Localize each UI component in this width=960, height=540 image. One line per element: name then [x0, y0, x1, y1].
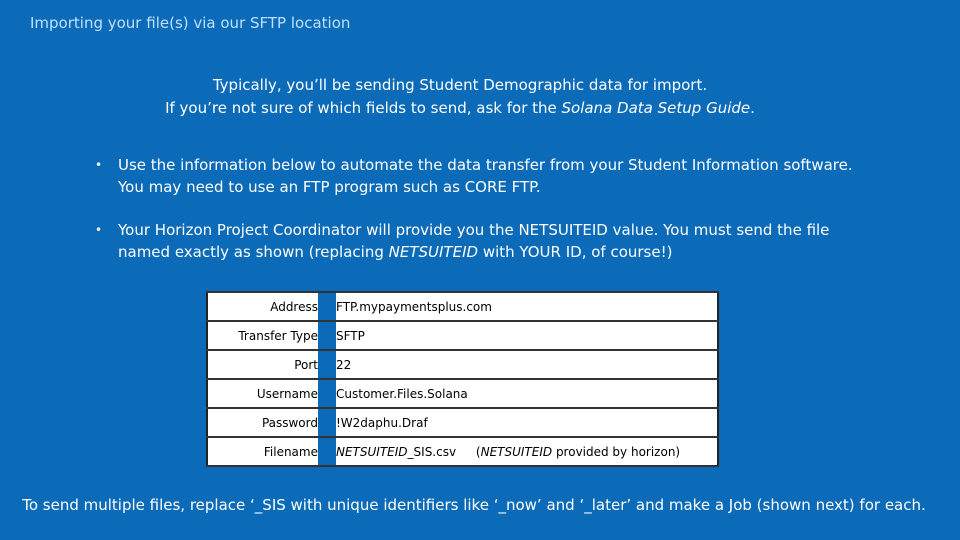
address-label: Address	[207, 292, 318, 321]
footer-instructions: To send multiple files, replace ‘_SIS with unique identifiers like ‘_now’ and ‘_later’ and make a Job (shown next) for each.	[22, 496, 926, 514]
table-row	[207, 437, 718, 466]
note-prefix: (	[475, 444, 481, 459]
filename-suffix: _SIS.csv	[407, 444, 457, 459]
row-separator	[318, 437, 336, 466]
table-row	[207, 379, 718, 408]
bullet-1-line-2: You may need to use an FTP program such as CORE FTP.	[118, 178, 541, 196]
bullet-list	[95, 154, 875, 284]
intro-line-2-prefix: If you’re not sure of which fields to send, ask for the	[165, 99, 562, 117]
filename-id-part: NETSUITEID	[336, 444, 408, 459]
intro-text	[0, 74, 920, 120]
note-id: NETSUITEID	[480, 444, 553, 459]
setup-guide-title: Solana Data Setup Guide	[561, 99, 751, 117]
table-row	[207, 350, 718, 379]
row-separator	[318, 350, 336, 379]
username-label: Username	[207, 379, 318, 408]
filename-note	[476, 445, 680, 459]
table-row	[207, 408, 718, 437]
bullet-item-1	[95, 154, 875, 198]
filename-label: Filename	[207, 437, 318, 466]
row-separator	[318, 292, 336, 321]
bullet-item-2	[95, 219, 875, 263]
bullet-dot: •	[95, 158, 103, 172]
table-row	[207, 292, 718, 321]
row-separator	[318, 408, 336, 437]
bullet-2-line-2	[118, 241, 875, 263]
sftp-settings-table	[206, 291, 719, 467]
netsuiteid-term: NETSUITEID	[388, 243, 479, 261]
note-suffix: provided by horizon)	[552, 444, 681, 459]
row-separator	[318, 321, 336, 350]
bullet-2-prefix: named exactly as shown (replacing	[118, 243, 389, 261]
bullet-dot: •	[95, 223, 103, 237]
filename-value	[336, 437, 718, 466]
port-value: 22	[336, 350, 718, 379]
table-row	[207, 321, 718, 350]
bullet-2-line-1: Your Horizon Project Coordinator will provide you the NETSUITEID value. You must send the file	[118, 221, 830, 239]
row-separator	[318, 379, 336, 408]
password-value: !W2daphu.Draf	[336, 408, 718, 437]
intro-line-2-suffix: .	[750, 99, 755, 117]
password-label: Password	[207, 408, 318, 437]
slide-title: Importing your file(s) via our SFTP location	[30, 14, 351, 32]
intro-line-2	[0, 97, 920, 120]
address-value: FTP.mypaymentsplus.com	[336, 292, 718, 321]
bullet-1-line-1: Use the information below to automate the data transfer from your Student Information software.	[118, 156, 853, 174]
transfer-type-value: SFTP	[336, 321, 718, 350]
username-value: Customer.Files.Solana	[336, 379, 718, 408]
transfer-type-label: Transfer Type	[207, 321, 318, 350]
intro-line-1: Typically, you’ll be sending Student Demographic data for import.	[212, 76, 708, 94]
bullet-2-suffix: with YOUR ID, of course!)	[478, 243, 673, 261]
port-label: Port	[207, 350, 318, 379]
